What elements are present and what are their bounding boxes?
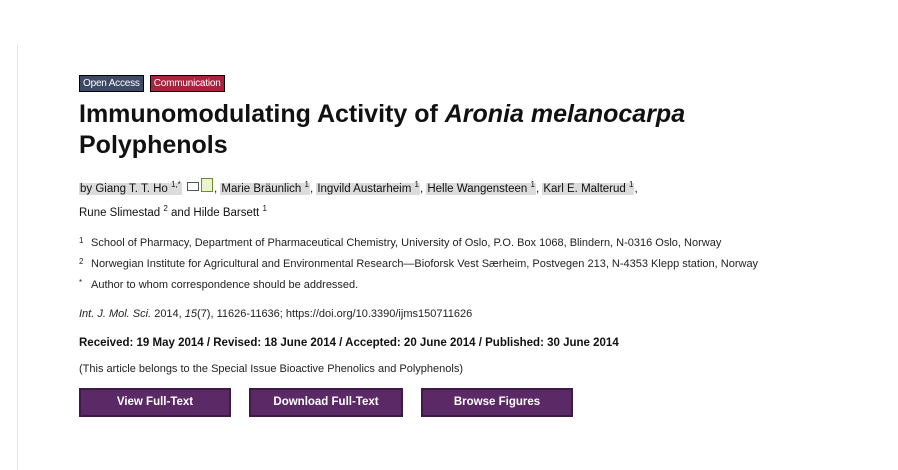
author-link[interactable] bbox=[426, 180, 536, 195]
publication-dates: Received: 19 May 2014 / Revised: 18 June 2014 / Accepted: 20 June 2014 / Published: 30 June 2014 bbox=[79, 336, 619, 349]
author-link[interactable] bbox=[542, 180, 634, 195]
author-link[interactable] bbox=[193, 203, 267, 219]
affiliation-mark: 1 bbox=[79, 235, 84, 245]
affiliation-mark: * bbox=[79, 277, 83, 287]
author-name: Giang T. T. Ho bbox=[95, 182, 168, 195]
author-affiliation-sup: 1 bbox=[414, 180, 419, 189]
download-full-text-button[interactable]: Download Full-Text bbox=[249, 388, 403, 417]
affiliation-list bbox=[79, 235, 859, 293]
title-text-line2: Polyphenols bbox=[79, 131, 228, 159]
author-affiliation-sup: 1 bbox=[304, 180, 309, 189]
author-affiliation-sup: 2 bbox=[163, 203, 168, 213]
action-buttons bbox=[79, 388, 859, 417]
affiliation-item bbox=[79, 256, 859, 272]
affiliation-item bbox=[79, 235, 859, 251]
author-link[interactable] bbox=[220, 180, 310, 195]
title-text: Immunomodulating Activity of bbox=[79, 100, 445, 128]
journal-name: Int. J. Mol. Sci. bbox=[79, 307, 152, 320]
author-name: Karl E. Malterud bbox=[543, 182, 626, 195]
author-name: Marie Bräunlich bbox=[221, 182, 302, 195]
badge-row bbox=[79, 75, 859, 92]
article-title bbox=[79, 99, 779, 161]
author-name: Rune Slimestad bbox=[79, 206, 161, 219]
affiliation-text: Norwegian Institute for Agricultural and Environmental Research—Bioforsk Vest Særheim, Postvegen 213, N-4353 Klepp station, Norway bbox=[91, 257, 759, 270]
author-affiliation-sup: 1 bbox=[629, 180, 634, 189]
citation-year: 2014, bbox=[151, 307, 185, 320]
author-link[interactable] bbox=[79, 180, 182, 195]
open-access-badge: Open Access bbox=[79, 75, 144, 92]
citation-volume: 15 bbox=[184, 307, 198, 320]
author-affiliation-sup: 1 bbox=[262, 203, 267, 213]
citation-doi[interactable]: (7), 11626-11636; https://doi.org/10.3390/ijms150711626 bbox=[197, 307, 473, 320]
affiliation-mark: 2 bbox=[79, 256, 84, 266]
view-full-text-button[interactable]: View Full-Text bbox=[79, 388, 231, 417]
author-link[interactable] bbox=[316, 180, 420, 195]
affiliation-text: School of Pharmacy, Department of Pharmaceutical Chemistry, University of Oslo, P.O. Box 1068, Blindern, N-0316 Oslo, Norway bbox=[91, 236, 722, 249]
author-name: Helle Wangensteen bbox=[427, 182, 528, 195]
special-issue-note[interactable]: (This article belongs to the Special Issue Bioactive Phenolics and Polyphenols) bbox=[79, 362, 463, 375]
article-type-badge: Communication bbox=[150, 75, 225, 92]
author-list: by Giang T. T. Ho $^{1,*}$ , Marie Bräunlich $^1$, Ingvild Austarheim $^1$, Helle Wangensteen $^1$, Karl E. Malterud $^1$, Rune Slimestad $^2$ and Hilde Barsett $^1$ bbox=[79, 175, 769, 223]
author-affiliation-sup: 1,* bbox=[171, 180, 181, 189]
mail-icon[interactable] bbox=[187, 182, 199, 191]
affiliation-text: Author to whom correspondence should be addressed. bbox=[91, 278, 359, 291]
citation bbox=[79, 308, 859, 320]
orcid-icon[interactable] bbox=[201, 178, 213, 192]
affiliation-item bbox=[79, 277, 859, 293]
browse-figures-button[interactable]: Browse Figures bbox=[421, 388, 573, 417]
author-link[interactable] bbox=[79, 203, 168, 219]
left-border bbox=[17, 44, 18, 470]
author-name: Ingvild Austarheim bbox=[317, 182, 412, 195]
article-header bbox=[79, 75, 859, 417]
authors-prefix: by bbox=[80, 182, 96, 195]
and-text: and bbox=[167, 206, 194, 219]
title-species: Aronia melanocarpa bbox=[444, 100, 686, 128]
author-name: Hilde Barsett bbox=[193, 206, 260, 219]
author-affiliation-sup: 1 bbox=[530, 180, 535, 189]
